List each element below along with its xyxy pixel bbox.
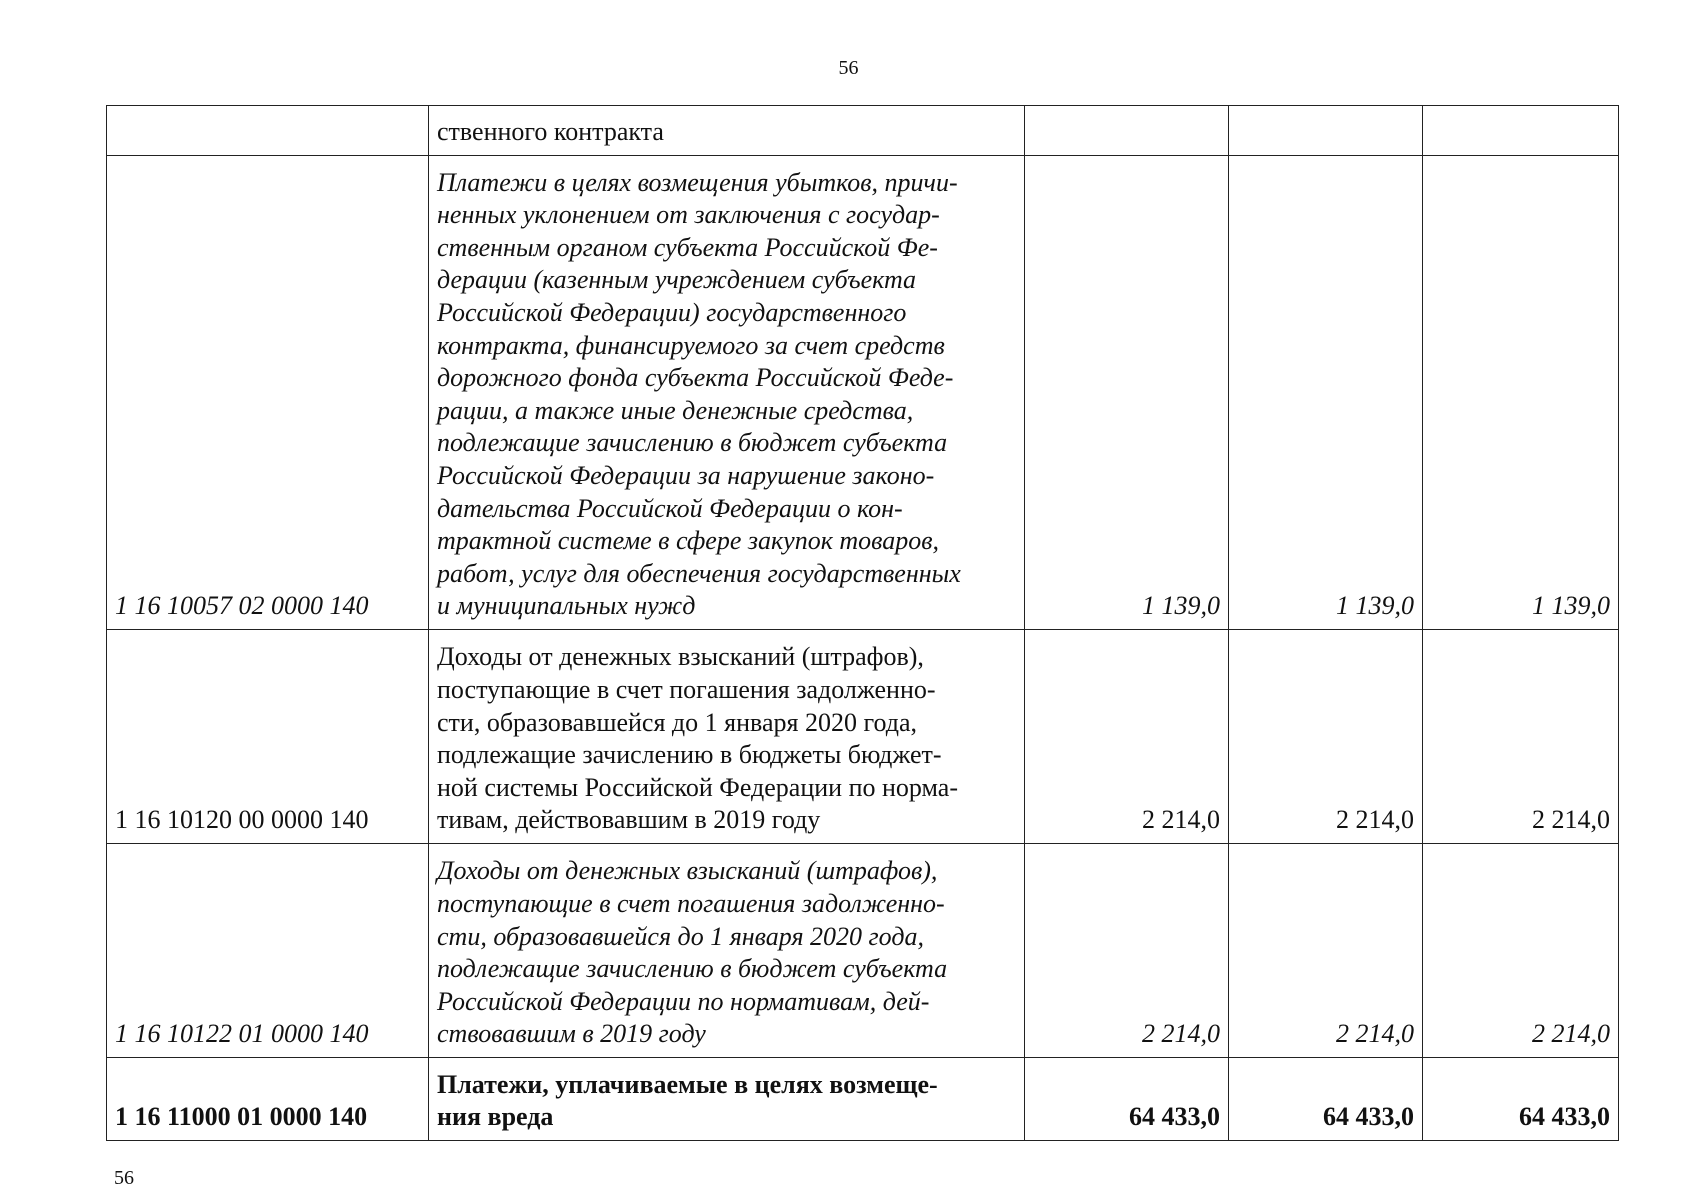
name-line: сти, образовавшейся до 1 января 2020 года, — [437, 707, 917, 737]
name-line: и муниципальных нужд — [437, 591, 696, 621]
value-year-1-cell: 64 433,0 — [1025, 1058, 1229, 1141]
name-line: работ, услуг для обеспечения государственных — [437, 558, 961, 588]
name-line: дательства Российской Федерации о кон- — [437, 493, 903, 523]
value-year-2-cell: 2 214,0 — [1229, 844, 1423, 1058]
name-line: ственного контракта — [437, 117, 664, 147]
value-year-3-cell: 1 139,0 — [1423, 156, 1619, 630]
revenue-code-cell: 1 16 10122 01 0000 140 — [107, 844, 429, 1058]
name-line: трактной системе в сфере закупок товаров, — [437, 526, 940, 556]
revenue-name-cell — [429, 106, 1025, 156]
revenue-name-cell — [429, 630, 1025, 844]
name-line: Платежи в целях возмещения убытков, причи- — [437, 167, 958, 197]
budget-revenue-table — [106, 105, 1619, 1141]
value-year-2-cell: 2 214,0 — [1229, 630, 1423, 844]
value-year-2-cell: 64 433,0 — [1229, 1058, 1423, 1141]
table-row-1-16-11000 — [107, 1058, 1619, 1141]
revenue-code-cell: 1 16 10057 02 0000 140 — [107, 156, 429, 630]
revenue-name-cell — [429, 1058, 1025, 1141]
name-line: контракта, финансируемого за счет средств — [437, 330, 945, 360]
revenue-code-cell — [107, 106, 429, 156]
value-year-3-cell — [1423, 106, 1619, 156]
name-line: Российской Федерации по нормативам, дей- — [437, 986, 930, 1016]
revenue-code-cell: 1 16 10120 00 0000 140 — [107, 630, 429, 844]
value-year-1-cell: 2 214,0 — [1025, 630, 1229, 844]
revenue-name-cell — [429, 156, 1025, 630]
name-line: дорожного фонда субъекта Российской Феде- — [437, 363, 954, 393]
revenue-name-cell — [429, 844, 1025, 1058]
name-line: подлежащие зачислению в бюджеты бюджет- — [437, 740, 942, 770]
name-line: поступающие в счет погашения задолженно- — [437, 675, 936, 705]
value-year-3-cell: 64 433,0 — [1423, 1058, 1619, 1141]
value-year-2-cell — [1229, 106, 1423, 156]
name-line: сти, образовавшейся до 1 января 2020 года, — [437, 921, 924, 951]
value-year-1-cell: 1 139,0 — [1025, 156, 1229, 630]
value-year-1-cell: 2 214,0 — [1025, 844, 1229, 1058]
name-line: Российской Федерации) государственного — [437, 298, 907, 328]
name-line: поступающие в счет погашения задолженно- — [437, 889, 945, 919]
name-line: ния вреда — [437, 1102, 554, 1132]
name-line: Доходы от денежных взысканий (штрафов), — [437, 856, 938, 886]
name-line: дерации (казенным учреждением субъекта — [437, 265, 917, 295]
revenue-code-cell: 1 16 11000 01 0000 140 — [107, 1058, 429, 1141]
value-year-3-cell: 2 214,0 — [1423, 844, 1619, 1058]
value-year-3-cell: 2 214,0 — [1423, 630, 1619, 844]
value-year-2-cell: 1 139,0 — [1229, 156, 1423, 630]
name-line: Доходы от денежных взысканий (штрафов), — [437, 642, 924, 672]
table-row-1-16-10057 — [107, 156, 1619, 630]
name-line: подлежащие зачислению в бюджет субъекта — [437, 428, 948, 458]
value-year-1-cell — [1025, 106, 1229, 156]
name-line: ственным органом субъекта Российской Фе- — [437, 232, 938, 262]
page-number-top: 56 — [838, 57, 859, 79]
table-row-1-16-10122 — [107, 844, 1619, 1058]
name-line: ненных уклонением от заключения с государ- — [437, 200, 940, 230]
name-line: Платежи, уплачиваемые в целях возмеще- — [437, 1069, 938, 1099]
name-line: ствовавшим в 2019 году — [437, 1019, 706, 1049]
name-line: Российской Федерации за нарушение законо- — [437, 461, 935, 491]
name-line: подлежащие зачислению в бюджет субъекта — [437, 954, 948, 984]
table-row-continuation — [107, 106, 1619, 156]
table-row-1-16-10120 — [107, 630, 1619, 844]
name-line: рации, а также иные денежные средства, — [437, 395, 914, 425]
name-line: тивам, действовавшим в 2019 году — [437, 805, 821, 835]
page-number-bottom: 56 — [114, 1167, 134, 1189]
name-line: ной системы Российской Федерации по норма- — [437, 772, 958, 802]
